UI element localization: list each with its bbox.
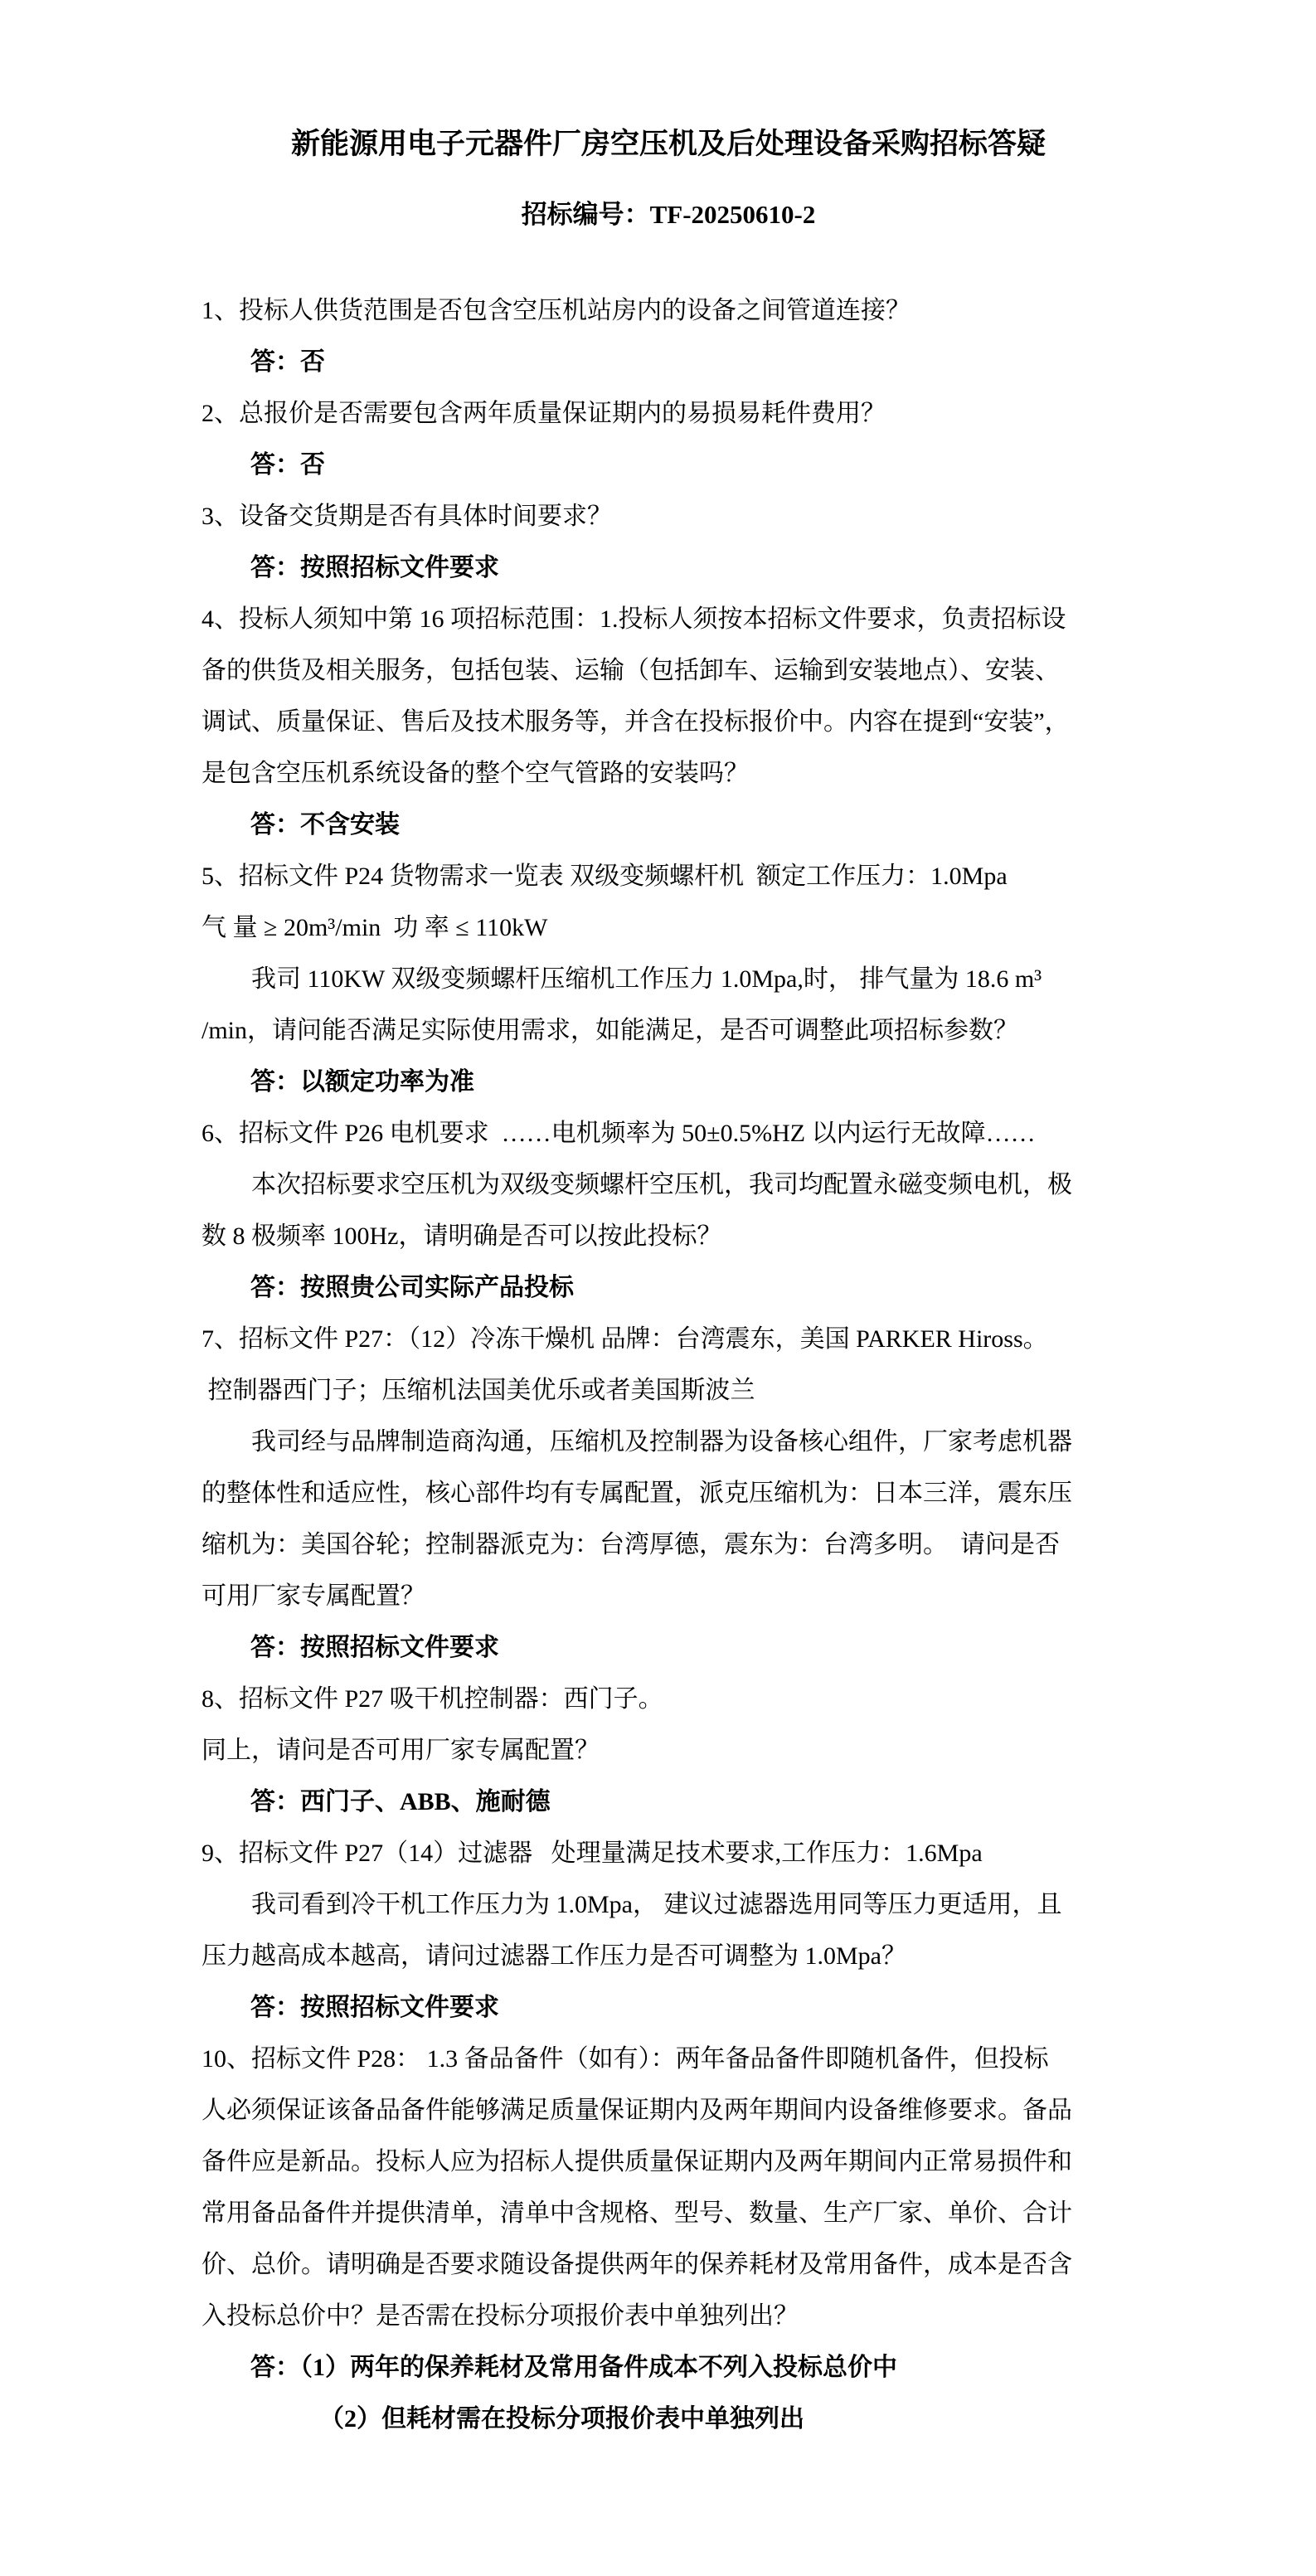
question-line: 2、总报价是否需要包含两年质量保证期内的易损易耗件费用？ bbox=[202, 400, 886, 427]
question-line: 价、总价。请明确是否要求随设备提供两年的保养耗材及常用备件，成本是否含 bbox=[202, 2251, 1072, 2278]
answer-line: 答：否 bbox=[250, 451, 325, 479]
question-line: 7、招标文件 P27：（12）冷冻干燥机 品牌：台湾震东，美国 PARKER Hiross。 bbox=[202, 1325, 1048, 1353]
answer-line: 答：按照招标文件要求 bbox=[250, 1634, 499, 1661]
question-line: 我司看到冷干机工作压力为 1.0Mpa， 建议过滤器选用同等压力更适用，且 bbox=[251, 1891, 1062, 1918]
question-line: 1、投标人供货范围是否包含空压机站房内的设备之间管道连接？ bbox=[202, 297, 911, 324]
question-line: 备件应是新品。投标人应为招标人提供质量保证期内及两年期间内正常易损件和 bbox=[202, 2148, 1072, 2175]
question-line: 的整体性和适应性，核心部件均有专属配置，派克压缩机为：日本三洋，震东压 bbox=[202, 1480, 1072, 1507]
question-line: 8、招标文件 P27 吸干机控制器：西门子。 bbox=[202, 1685, 663, 1713]
question-line: 6、招标文件 P26 电机要求 ……电机频率为 50±0.5%HZ 以内运行无故障…… bbox=[202, 1120, 1036, 1147]
qa-item-3 bbox=[202, 491, 1135, 594]
question-line: 我司经与品牌制造商沟通，压缩机及控制器为设备核心组件，厂家考虑机器 bbox=[251, 1428, 1072, 1456]
question-line: 人必须保证该备品备件能够满足质量保证期内及两年期间内设备维修要求。备品 bbox=[202, 2097, 1072, 2124]
answer-line: （2）但耗材需在投标分项报价表中单独列出 bbox=[319, 2405, 804, 2433]
question-line: 压力越高成本越高，请问过滤器工作压力是否可调整为 1.0Mpa？ bbox=[202, 1942, 906, 1970]
qa-item-6 bbox=[202, 1108, 1135, 1314]
answer-line: 答：不含安装 bbox=[250, 811, 400, 838]
qa-item-2 bbox=[202, 388, 1135, 491]
qa-item-10 bbox=[202, 2034, 1135, 2445]
answer-line: 答：否 bbox=[250, 348, 325, 376]
answer-line: 答：（1）两年的保养耗材及常用备件成本不列入投标总价中 bbox=[250, 2354, 897, 2381]
question-line: 入投标总价中？是否需在投标分项报价表中单独列出？ bbox=[202, 2302, 799, 2330]
qa-item-1 bbox=[202, 285, 1135, 388]
question-line: 控制器西门子；压缩机法国美优乐或者美国斯波兰 bbox=[202, 1377, 755, 1404]
qa-item-8 bbox=[202, 1674, 1135, 1828]
answer-line: 答：按照招标文件要求 bbox=[250, 1994, 499, 2021]
qa-item-7 bbox=[202, 1314, 1135, 1674]
question-line: 气 量 ≥ 20m³/min 功 率 ≤ 110kW bbox=[202, 914, 548, 941]
question-line: 5、招标文件 P24 货物需求一览表 双级变频螺杆机 额定工作压力：1.0Mpa bbox=[202, 863, 1008, 890]
document-content bbox=[0, 124, 1316, 2445]
question-line: 我司 110KW 双级变频螺杆压缩机工作压力 1.0Mpa,时， 排气量为 18.6 m³ bbox=[251, 965, 1042, 993]
question-line: /min，请问能否满足实际使用需求，如能满足，是否可调整此项招标参数？ bbox=[202, 1017, 1019, 1044]
answer-line: 答：西门子、ABB、施耐德 bbox=[250, 1788, 551, 1815]
question-line: 可用厂家专属配置？ bbox=[202, 1582, 425, 1610]
qa-item-5 bbox=[202, 851, 1135, 1108]
question-line: 4、投标人须知中第 16 项招标范围：1.投标人须按本招标文件要求，负责招标设 bbox=[202, 605, 1066, 633]
question-line: 缩机为：美国谷轮；控制器派克为：台湾厚德，震东为：台湾多明。 请问是否 bbox=[202, 1531, 1060, 1558]
question-line: 3、设备交货期是否有具体时间要求？ bbox=[202, 503, 612, 530]
question-line: 常用备品备件并提供清单，清单中含规格、型号、数量、生产厂家、单价、合计 bbox=[202, 2199, 1072, 2227]
question-line: 9、招标文件 P27（14）过滤器 处理量满足技术要求,工作压力：1.6Mpa bbox=[202, 1840, 983, 1867]
question-line: 本次招标要求空压机为双级变频螺杆空压机，我司均配置永磁变频电机，极 bbox=[251, 1171, 1072, 1198]
answer-line: 答：以额定功率为准 bbox=[250, 1068, 474, 1096]
answer-line: 答：按照招标文件要求 bbox=[250, 554, 499, 581]
question-line: 数 8 极频率 100Hz，请明确是否可以按此投标？ bbox=[202, 1222, 722, 1250]
question-line: 10、招标文件 P28： 1.3 备品备件（如有）：两年备品备件即随机备件，但投标 bbox=[202, 2045, 1049, 2073]
answer-line: 答：按照贵公司实际产品投标 bbox=[250, 1274, 574, 1301]
qa-item-4 bbox=[202, 594, 1135, 851]
question-line: 备的供货及相关服务，包括包装、运输（包括卸车、运输到安装地点）、安装、 bbox=[202, 657, 1060, 684]
question-line: 是包含空压机系统设备的整个空气管路的安装吗？ bbox=[202, 760, 749, 787]
qa-item-9 bbox=[202, 1828, 1135, 2034]
tender-number: 招标编号：TF-20250610-2 bbox=[521, 200, 816, 229]
question-line: 同上，请问是否可用厂家专属配置？ bbox=[202, 1737, 600, 1764]
question-line: 调试、质量保证、售后及技术服务等，并含在投标报价中。内容在提到“安装”， bbox=[202, 708, 1070, 736]
document-title: 新能源用电子元器件厂房空压机及后处理设备采购招标答疑 bbox=[290, 128, 1046, 160]
qa-list bbox=[202, 285, 1135, 2445]
